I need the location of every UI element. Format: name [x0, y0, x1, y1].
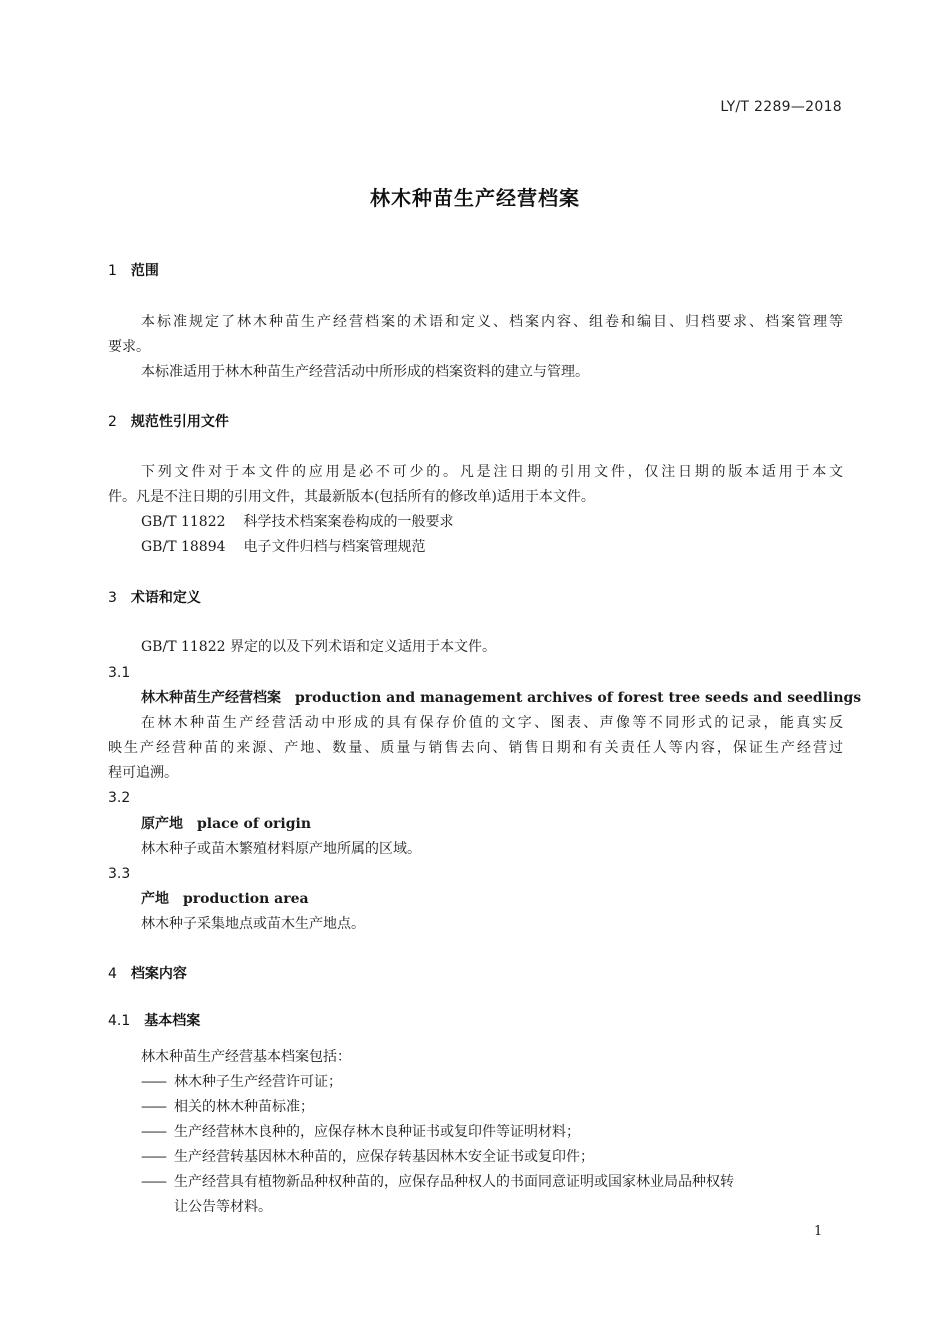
definition-line: 映生产经营种苗的来源、产地、数量、质量与销售去向、销售日期和有关责任人等内容，保证生产经营过 [108, 740, 843, 756]
list-item-text: 林木种子生产经营许可证； [174, 1074, 342, 1090]
clause-number: 3.3 [108, 866, 131, 882]
term-chinese: 原产地 [141, 816, 183, 832]
list-item-continuation: 让公告等材料。 [174, 1199, 272, 1215]
list-item-text: 相关的林木种苗标准； [174, 1099, 314, 1115]
term-chinese: 产地 [141, 891, 169, 907]
paragraph-line: 要求。 [108, 339, 150, 355]
section-title: 规范性引用文件 [130, 414, 229, 430]
list-item-text: 生产经营具有植物新品种权种苗的，应保存品种权人的书面同意证明或国家林业局品种权转 [174, 1174, 734, 1190]
clause-number: 3.1 [108, 665, 131, 681]
reference-entry [141, 537, 426, 557]
document-title: 林木种苗生产经营档案 [370, 186, 580, 210]
list-dash: —— [141, 1149, 165, 1165]
section-4-heading [108, 964, 187, 984]
reference-name: 科学技术档案案卷构成的一般要求 [243, 514, 454, 530]
list-item-text: 生产经营转基因林木种苗的，应保存转基因林木安全证书或复印件； [174, 1149, 594, 1165]
section-title: 术语和定义 [130, 590, 201, 606]
section-number: 4 [108, 966, 117, 982]
list-item [141, 1122, 580, 1142]
section-number: 1 [108, 263, 117, 279]
section-title: 档案内容 [130, 966, 187, 982]
term-english: production and management archives of forest tree seeds and seedlings [295, 690, 862, 706]
definition-line: 林木种子采集地点或苗木生产地点。 [141, 916, 365, 932]
paragraph-line: 本标准规定了林木种苗生产经营档案的术语和定义、档案内容、组卷和编目、归档要求、档案管理等 [141, 314, 843, 330]
list-dash: —— [141, 1074, 165, 1090]
reference-name: 电子文件归档与档案管理规范 [243, 539, 426, 555]
list-dash: —— [141, 1124, 165, 1140]
definition-line: 林木种子或苗木繁殖材料原产地所属的区域。 [141, 841, 421, 857]
term-entry [141, 814, 311, 834]
paragraph-line: GB/T 11822 界定的以及下列术语和定义适用于本文件。 [141, 639, 496, 655]
term-english: production area [183, 891, 309, 907]
section-2-heading [108, 412, 229, 432]
definition-line: 在林木种苗生产经营活动中形成的具有保存价值的文字、图表、声像等不同形式的记录，能真实反 [141, 715, 843, 731]
paragraph-line: 林木种苗生产经营基本档案包括： [141, 1049, 351, 1065]
page-number: 1 [814, 1224, 823, 1239]
section-number: 2 [108, 414, 117, 430]
reference-code: GB/T 11822 [141, 514, 226, 530]
paragraph-line: 本标准适用于林木种苗生产经营活动中所形成的档案资料的建立与管理。 [141, 364, 589, 380]
section-title: 范围 [130, 263, 159, 279]
term-entry [141, 688, 861, 708]
section-3-heading [108, 588, 201, 608]
list-item [141, 1097, 314, 1117]
list-dash: —— [141, 1174, 165, 1190]
definition-line: 程可追溯。 [108, 765, 178, 781]
term-english: place of origin [197, 816, 312, 832]
reference-entry [141, 512, 454, 532]
clause-number: 3.2 [108, 790, 131, 806]
reference-code: GB/T 18894 [141, 539, 226, 555]
subsection-title: 基本档案 [144, 1013, 201, 1029]
list-item-text: 生产经营林木良种的，应保存林木良种证书或复印件等证明材料； [174, 1124, 580, 1140]
paragraph-line: 下列文件对于本文件的应用是必不可少的。凡是注日期的引用文件，仅注日期的版本适用于本文 [141, 464, 843, 480]
subsection-number: 4.1 [108, 1013, 131, 1029]
list-item [141, 1072, 342, 1092]
list-item [141, 1172, 843, 1192]
standard-code: LY/T 2289—2018 [720, 99, 842, 115]
section-1-heading [108, 261, 159, 281]
section-number: 3 [108, 590, 117, 606]
paragraph-line: 件。凡是不注日期的引用文件，其最新版本(包括所有的修改单)适用于本文件。 [108, 489, 595, 505]
subsection-4-1-heading [108, 1011, 200, 1031]
list-item [141, 1147, 594, 1167]
term-entry [141, 889, 309, 909]
list-dash: —— [141, 1099, 165, 1115]
term-chinese: 林木种苗生产经营档案 [141, 690, 281, 706]
